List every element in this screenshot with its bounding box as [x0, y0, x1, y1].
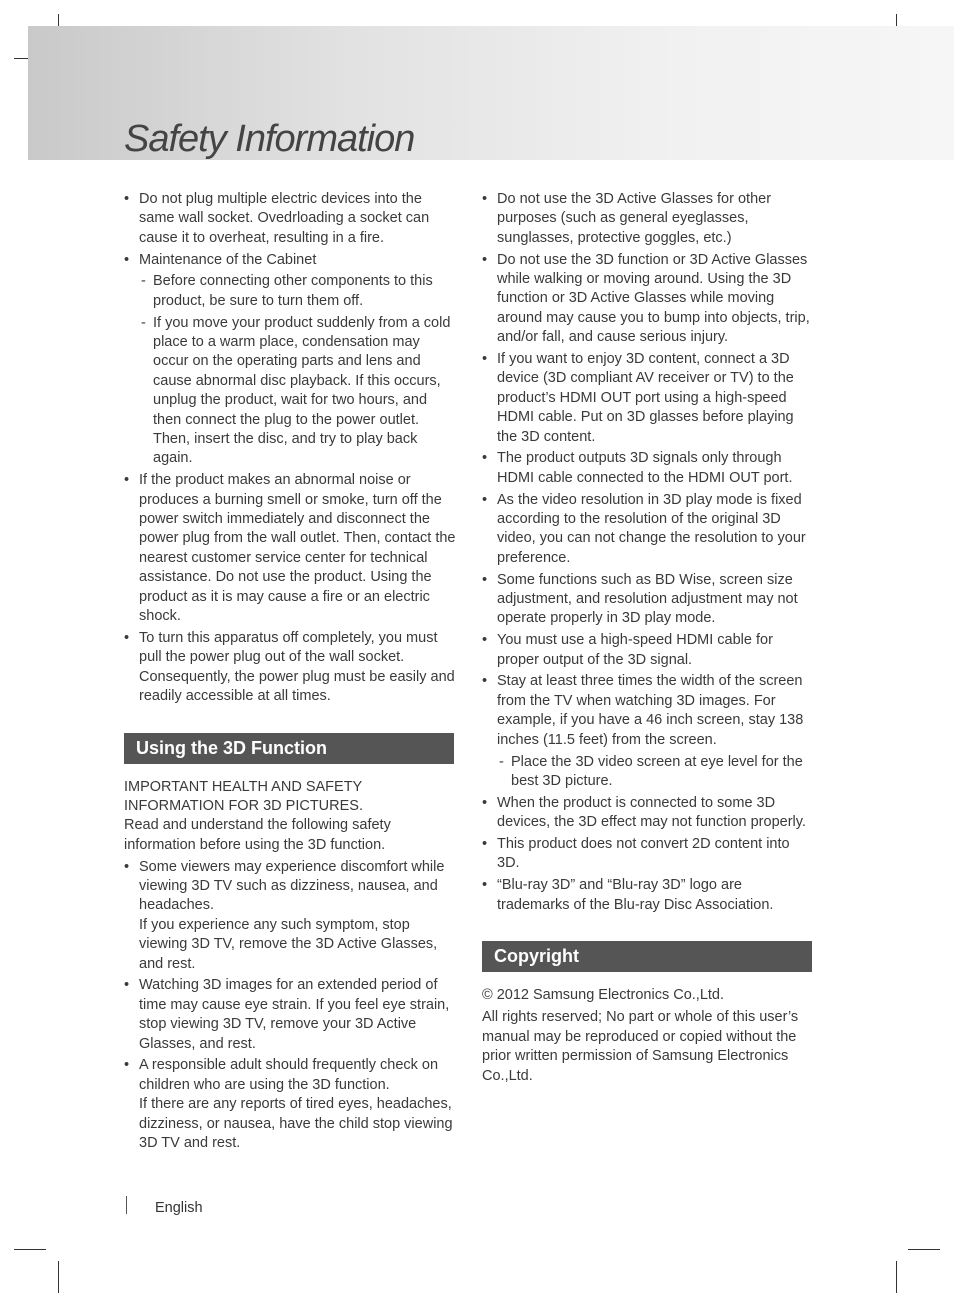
- 3d-list: [124, 858, 456, 1154]
- crop-mark: [896, 1261, 897, 1293]
- section-intro: [124, 778, 456, 856]
- list-item: • Some functions such as BD Wise, screen size adjustment, and resolution adjustment may not operate properly in 3D play mode.: [482, 571, 814, 629]
- sub-list: [139, 272, 456, 468]
- section-heading-3d: Using the 3D Function: [124, 733, 454, 764]
- list-item: • Do not use the 3D function or 3D Active Glasses while walking or moving around. Using the 3D function or 3D Active Glasses while moving around may cause you to bump into objects, trip, and/or fall, and cause serious injury.: [482, 251, 814, 348]
- crop-mark: [58, 1261, 59, 1293]
- list-item: • When the product is connected to some 3D devices, the 3D effect may not function properly.: [482, 794, 814, 833]
- left-column: [124, 190, 456, 1156]
- footer-language: English: [155, 1200, 203, 1216]
- intro-line: IMPORTANT HEALTH AND SAFETY INFORMATION FOR 3D PICTURES.: [124, 778, 363, 814]
- section-copyright: [482, 941, 814, 1086]
- list-item: • This product does not convert 2D content into 3D.: [482, 835, 814, 874]
- list-item: • Maintenance of the Cabinet - Before connecting other components to this product, be sure to turn them off. - If you move your product suddenly from a cold place to a warm place, condensation may occur on the operating parts and lens and cause abnormal disc playback. If this occurs, unplug the product, wait for two hours, and then connect the plug to the power outlet. Then, insert the disc, and try to play back again.: [124, 251, 456, 469]
- safety-list: [124, 190, 456, 707]
- list-item: • As the video resolution in 3D play mode is fixed according to the resolution of the original 3D video, you can not change the resolution to your preference.: [482, 491, 814, 569]
- crop-mark: [908, 1249, 940, 1250]
- sub-list: [497, 753, 814, 792]
- list-item: • A responsible adult should frequently check on children who are using the 3D function. If there are any reports of tired eyes, headaches, dizziness, or nausea, have the child stop viewing 3D TV and rest.: [124, 1056, 456, 1153]
- list-item: • Do not plug multiple electric devices into the same wall socket. Ovedrloading a socket can cause it to overheat, resulting in a fire.: [124, 190, 456, 248]
- list-item: • “Blu-ray 3D” and “Blu-ray 3D” logo are trademarks of the Blu-ray Disc Association.: [482, 876, 814, 915]
- section-3d-function: [124, 733, 456, 1154]
- list-item: • You must use a high-speed HDMI cable for proper output of the 3D signal.: [482, 631, 814, 670]
- footer-divider: [126, 1196, 127, 1214]
- list-item: • If the product makes an abnormal noise or produces a burning smell or smoke, turn off the power switch immediately and disconnect the power plug from the wall outlet. Then, contact the nearest customer service center for technical assistance. Do not use the product. Using the product as it is may cause a fire or an electric shock.: [124, 471, 456, 626]
- intro-line: Read and understand the following safety information before using the 3D function.: [124, 817, 391, 853]
- sub-item: - If you move your product suddenly from a cold place to a warm place, condensation may occur on the operating parts and lens and cause abnormal disc playback. If this occurs, unplug the product, wait for two hours, and then connect the plug to the power outlet. Then, insert the disc, and try to play back again.: [139, 314, 456, 469]
- sub-item: - Place the 3D video screen at eye level for the best 3D picture.: [497, 753, 814, 792]
- crop-mark: [14, 1249, 46, 1250]
- sub-item: - Before connecting other components to this product, be sure to turn them off.: [139, 272, 456, 311]
- list-item: • If you want to enjoy 3D content, connect a 3D device (3D compliant AV receiver or TV) to the product’s HDMI OUT port using a high-speed HDMI cable. Put on 3D glasses before playing the 3D content.: [482, 350, 814, 447]
- right-column: [482, 190, 814, 1089]
- list-item: • To turn this apparatus off completely, you must pull the power plug out of the wall socket. Consequently, the power plug must be easily and readily accessible at all times.: [124, 629, 456, 707]
- copyright-text: [482, 986, 814, 1086]
- section-heading-copyright: Copyright: [482, 941, 812, 972]
- copyright-notice: All rights reserved; No part or whole of this user’s manual may be reproduced or copied without the prior written permission of Samsung Electronics Co.,Ltd.: [482, 1009, 799, 1084]
- copyright-line: © 2012 Samsung Electronics Co.,Ltd.: [482, 986, 725, 1003]
- list-item: • Stay at least three times the width of the screen from the TV when watching 3D images. For example, if you have a 46 inch screen, stay 138 inches (11.5 feet) from the screen. - Place the 3D video screen at eye level for the best 3D picture.: [482, 672, 814, 791]
- list-item: • Some viewers may experience discomfort while viewing 3D TV such as dizziness, nausea, and headaches. If you experience any such symptom, stop viewing 3D TV, remove the 3D Active Glasses, and rest.: [124, 858, 456, 974]
- list-item: • The product outputs 3D signals only through HDMI cable connected to the HDMI OUT port.: [482, 449, 814, 488]
- list-item: • Do not use the 3D Active Glasses for other purposes (such as general eyeglasses, sunglasses, protective goggles, etc.): [482, 190, 814, 248]
- 3d-list-continued: [482, 190, 814, 915]
- page-title: Safety Information: [124, 118, 415, 160]
- list-item: • Watching 3D images for an extended period of time may cause eye strain. If you feel eye strain, stop viewing 3D TV, remove your 3D Active Glasses, and rest.: [124, 976, 456, 1054]
